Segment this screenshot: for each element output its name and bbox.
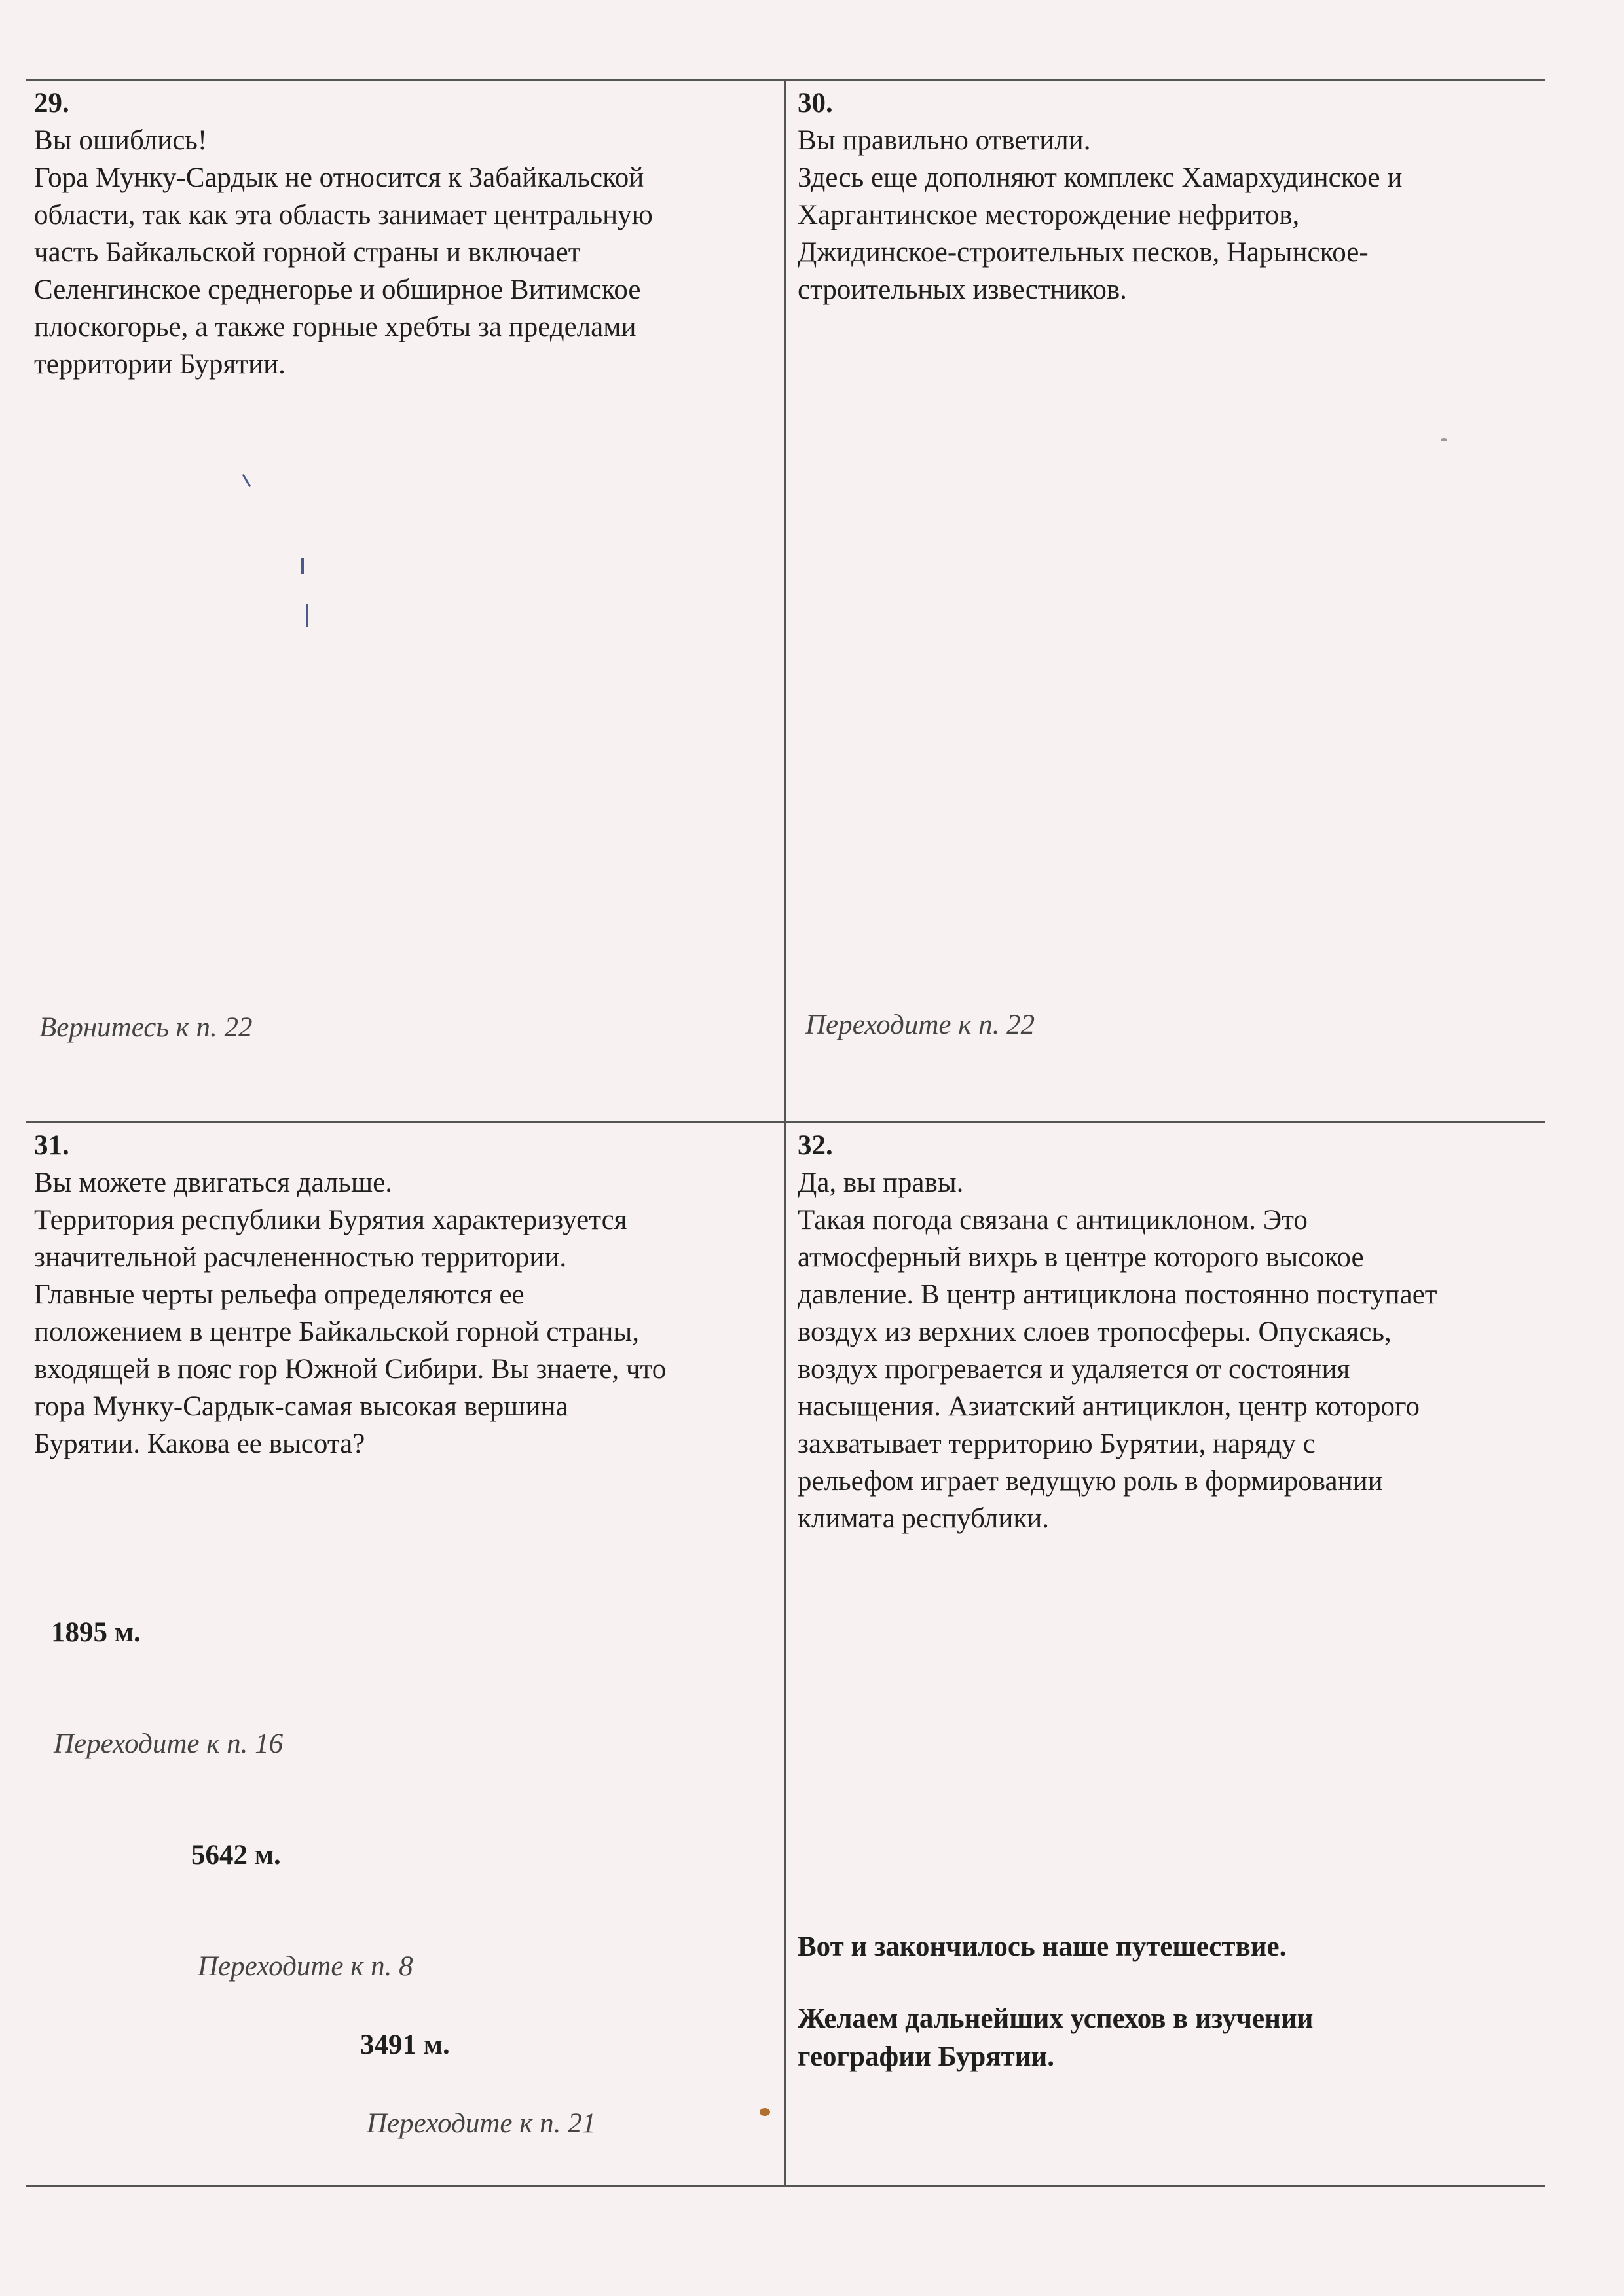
card-body: Территория республики Бурятия характеризуется значительной расчлененностью территории. Главные черты рельефа определяются ее положением в центре Байкальской горной страны, входящей в пояс гор Южной Сибири. Вы знаете, что гора Мунку-Сардык-самая высокая вершина Бурятии. Какова ее высота? xyxy=(34,1205,667,1459)
card-29 xyxy=(26,81,786,1123)
card-body: Здесь еще дополняют комплекс Хамархудинское и Харгантинское месторождение нефритов, Джидинское-строительных песков, Нарынское- строительных известников. xyxy=(798,162,1403,305)
pen-mark xyxy=(306,604,308,627)
go-to-21-link[interactable]: Переходите к п. 21 xyxy=(367,2108,597,2139)
answer-option[interactable]: 5642 м. xyxy=(191,1840,281,1870)
card-32 xyxy=(786,1123,1545,2185)
speck xyxy=(1441,438,1447,441)
answer-option[interactable]: 3491 м. xyxy=(360,2030,450,2060)
card-body: Гора Мунку-Сардык не относится к Забайкальской области, так как эта область занимает центральную часть Байкальской горной страны и включает Селенгинское среднегорье и обширное Витимское плоскогорье, а также горные хребты за пределами территории Бурятии. xyxy=(34,162,653,380)
pen-mark xyxy=(301,558,304,574)
card-heading: Вы правильно ответили. xyxy=(798,125,1091,156)
card-31 xyxy=(26,1123,786,2185)
card-heading: Вы ошиблись! xyxy=(34,125,208,156)
card-heading: Вы можете двигаться дальше. xyxy=(34,1167,392,1198)
card-grid xyxy=(26,79,1545,2187)
go-to-8-link[interactable]: Переходите к п. 8 xyxy=(198,1951,413,1982)
go-to-22-link[interactable]: Вернитесь к п. 22 xyxy=(39,1012,253,1043)
go-to-22-link[interactable]: Переходите к п. 22 xyxy=(805,1010,1035,1040)
card-heading: Да, вы правы. xyxy=(798,1167,964,1198)
card-number: 30. xyxy=(798,88,833,118)
card-30 xyxy=(786,81,1545,1123)
closing-line: Вот и закончилось наше путешествие. xyxy=(798,1931,1287,1962)
speck xyxy=(760,2108,770,2116)
answer-option[interactable]: 1895 м. xyxy=(51,1617,141,1648)
card-body: Такая погода связана с антициклоном. Это атмосферный вихрь в центре которого высокое давление. В центр антициклона постоянно поступает воздух из верхних слоев тропосферы. Опускаясь, воздух прогревается и удаляется от состояния насыщения. Азиатский антициклон, центр которого захватывает территорию Бурятии, наряду с рельефом играет ведущую роль в формировании климата республики. xyxy=(798,1205,1437,1534)
go-to-16-link[interactable]: Переходите к п. 16 xyxy=(54,1728,284,1759)
card-number: 31. xyxy=(34,1130,69,1161)
pen-mark xyxy=(242,474,251,488)
card-number: 29. xyxy=(34,88,69,118)
card-number: 32. xyxy=(798,1130,833,1161)
closing-wish: Желаем дальнейших успехов в изучении географии Бурятии. xyxy=(798,2003,1314,2072)
